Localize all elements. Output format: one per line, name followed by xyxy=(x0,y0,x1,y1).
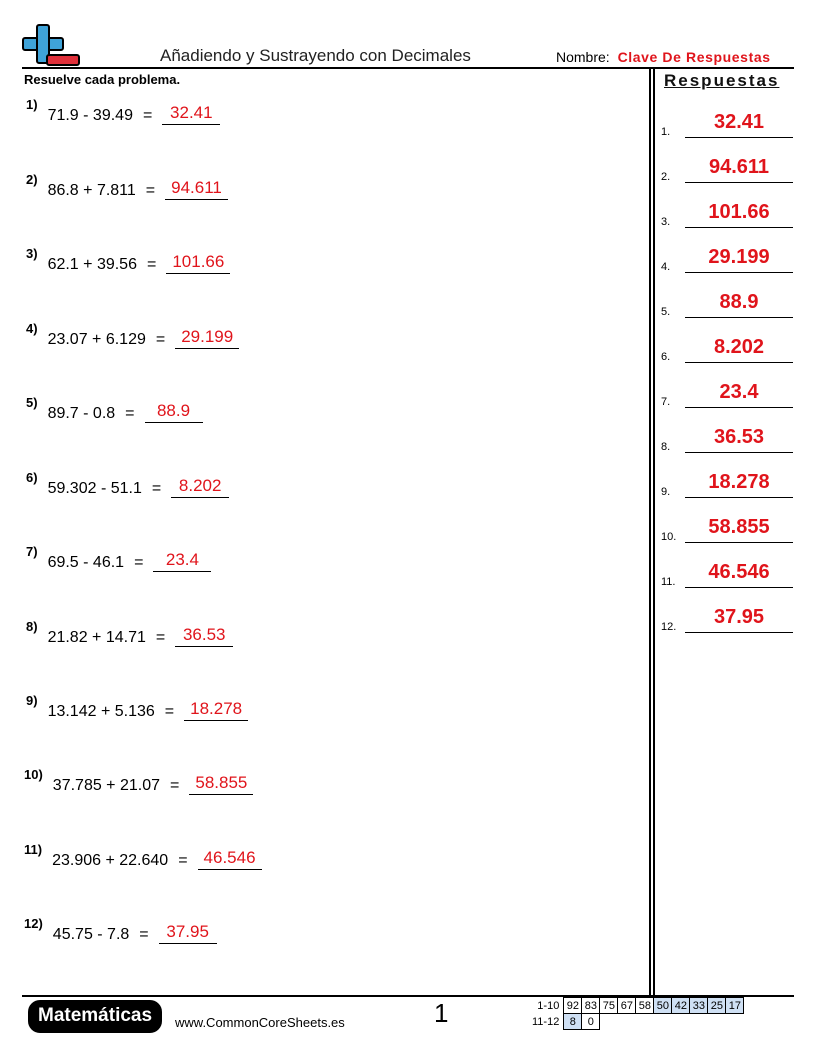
answer-key-number: 7. xyxy=(661,396,671,408)
plus-minus-logo-icon xyxy=(22,24,80,68)
equals-sign: = xyxy=(151,480,162,497)
problem-expression: 59.302 - 51.1 xyxy=(47,480,142,497)
problem-number: 12) xyxy=(24,916,43,931)
problem-expression: 37.785 + 21.07 xyxy=(52,777,161,794)
answer-key-value: 101.66 xyxy=(708,201,770,223)
score-row xyxy=(530,1014,744,1030)
answer-field[interactable]: 58.855 xyxy=(189,773,253,795)
score-row-label: 1-10 xyxy=(537,999,560,1012)
answer-key-number: 8. xyxy=(661,441,671,453)
score-cell: 33 xyxy=(690,998,708,1014)
problem-expression: 71.9 - 39.49 xyxy=(47,107,133,124)
problem-expression: 23.07 + 6.129 xyxy=(47,331,146,348)
answer-key-value: 18.278 xyxy=(708,471,770,493)
answer-key-item xyxy=(661,153,793,183)
equals-sign: = xyxy=(134,554,144,571)
problem-number: 5) xyxy=(26,395,38,410)
answer-key-item xyxy=(661,423,793,453)
answer-field[interactable]: 23.4 xyxy=(153,550,211,572)
problem-number: 4) xyxy=(26,321,38,336)
problem-item xyxy=(24,914,217,944)
score-cell: 25 xyxy=(708,998,726,1014)
score-cell: 0 xyxy=(582,1014,600,1030)
score-cell: 83 xyxy=(582,998,600,1014)
equals-sign: = xyxy=(155,331,166,348)
answer-key-title: Respuestas xyxy=(664,71,780,90)
answer-field[interactable]: 32.41 xyxy=(162,103,220,125)
answer-field[interactable]: 8.202 xyxy=(171,476,229,498)
problem-number: 6) xyxy=(26,470,38,485)
answer-key-value: 37.95 xyxy=(713,606,765,628)
score-cell: 8 xyxy=(564,1014,582,1030)
score-cell: 42 xyxy=(672,998,690,1014)
answer-field[interactable]: 88.9 xyxy=(145,401,203,423)
answer-key-number: 2. xyxy=(661,171,671,183)
answer-key-item xyxy=(661,333,793,363)
problem-item xyxy=(26,468,229,498)
answer-key-item xyxy=(661,468,793,498)
problem-number: 10) xyxy=(24,767,43,782)
equals-sign: = xyxy=(139,926,149,943)
equals-sign: = xyxy=(170,777,180,794)
equals-sign: = xyxy=(145,182,156,199)
equals-sign: = xyxy=(125,405,135,422)
answer-field[interactable]: 46.546 xyxy=(198,848,262,870)
answer-key-item xyxy=(661,558,793,588)
name-label: Nombre: xyxy=(556,49,610,65)
problem-item xyxy=(26,691,248,721)
equals-sign: = xyxy=(155,629,166,646)
answer-field[interactable]: 94.611 xyxy=(165,178,228,200)
answer-key-item xyxy=(661,108,793,138)
answer-key-number: 4. xyxy=(661,261,671,273)
answer-key-item xyxy=(661,243,793,273)
answer-key-value: 23.4 xyxy=(719,381,759,403)
answer-key-number: 12. xyxy=(661,621,677,633)
answer-key-value: 32.41 xyxy=(713,111,765,133)
problem-expression: 45.75 - 7.8 xyxy=(52,926,130,943)
instructions: Resuelve cada problema. xyxy=(24,72,181,87)
answer-key-item xyxy=(661,378,793,408)
score-cell: 92 xyxy=(564,998,582,1014)
problem-expression: 13.142 + 5.136 xyxy=(47,703,155,720)
answer-field[interactable]: 101.66 xyxy=(166,252,230,274)
worksheet-title: Añadiendo y Sustrayendo con Decimales xyxy=(160,46,471,65)
equals-sign: = xyxy=(142,107,153,124)
score-cell: 17 xyxy=(726,998,744,1014)
answer-key-value: 94.611 xyxy=(708,156,770,178)
answer-key-number: 3. xyxy=(661,216,671,228)
answer-field[interactable]: 36.53 xyxy=(175,625,233,647)
score-row xyxy=(530,998,744,1014)
answer-key-value: 8.202 xyxy=(713,336,765,358)
answer-key-value: 36.53 xyxy=(713,426,765,448)
problem-item xyxy=(24,840,262,870)
answer-key-number: 11. xyxy=(661,576,676,588)
website-link[interactable]: www.CommonCoreSheets.es xyxy=(175,1015,345,1030)
answer-key-value: 88.9 xyxy=(719,291,759,313)
problem-expression: 89.7 - 0.8 xyxy=(47,405,116,422)
answer-field[interactable]: 29.199 xyxy=(175,327,239,349)
answer-key-value: 46.546 xyxy=(708,561,770,583)
brand-badge: Matemáticas xyxy=(28,1000,162,1033)
answer-key-item xyxy=(661,603,793,633)
name-field xyxy=(556,49,771,65)
score-row-label: 11-12 xyxy=(532,1015,560,1028)
problem-number: 7) xyxy=(26,544,38,559)
problem-expression: 21.82 + 14.71 xyxy=(47,629,146,646)
problem-expression: 86.8 + 7.811 xyxy=(47,182,136,199)
problem-item xyxy=(26,542,211,572)
answer-field[interactable]: 18.278 xyxy=(184,699,248,721)
problem-item xyxy=(26,617,233,647)
column-divider xyxy=(649,68,651,995)
answer-key-value: 29.199 xyxy=(708,246,770,268)
answer-key-number: 6. xyxy=(661,351,671,363)
score-cell: 50 xyxy=(654,998,672,1014)
answer-key-item xyxy=(661,513,793,543)
problem-item xyxy=(26,95,220,125)
problem-number: 8) xyxy=(26,619,38,634)
problem-number: 2) xyxy=(26,172,38,187)
problem-item xyxy=(24,765,253,795)
problem-number: 3) xyxy=(26,246,38,261)
answer-key-number: 10. xyxy=(661,531,677,543)
column-divider-inner xyxy=(653,68,655,995)
score-table xyxy=(530,997,744,1030)
problem-number: 11) xyxy=(24,842,43,857)
equals-sign: = xyxy=(178,852,188,869)
problem-expression: 62.1 + 39.56 xyxy=(47,256,137,273)
header-divider xyxy=(22,67,794,69)
answer-key-number: 5. xyxy=(661,306,671,318)
answer-key-number: 9. xyxy=(661,486,671,498)
problem-number: 1) xyxy=(26,97,38,112)
problem-expression: 69.5 - 46.1 xyxy=(47,554,125,571)
problem-expression: 23.906 + 22.640 xyxy=(52,852,169,869)
score-cell: 67 xyxy=(618,998,636,1014)
problem-number: 9) xyxy=(26,693,38,708)
page-number: 1 xyxy=(434,998,449,1028)
equals-sign: = xyxy=(146,256,157,273)
answer-key-item xyxy=(661,198,793,228)
problem-item xyxy=(26,319,239,349)
answer-field[interactable]: 37.95 xyxy=(159,922,217,944)
problem-item xyxy=(26,170,228,200)
answer-key-item xyxy=(661,288,793,318)
name-value: Clave De Respuestas xyxy=(617,49,771,65)
score-cell: 58 xyxy=(636,998,654,1014)
problem-item xyxy=(26,244,230,274)
problem-item xyxy=(26,393,203,423)
score-cell: 75 xyxy=(600,998,618,1014)
answer-key-value: 58.855 xyxy=(708,516,770,538)
answer-key-number: 1. xyxy=(661,126,671,138)
equals-sign: = xyxy=(164,703,175,720)
